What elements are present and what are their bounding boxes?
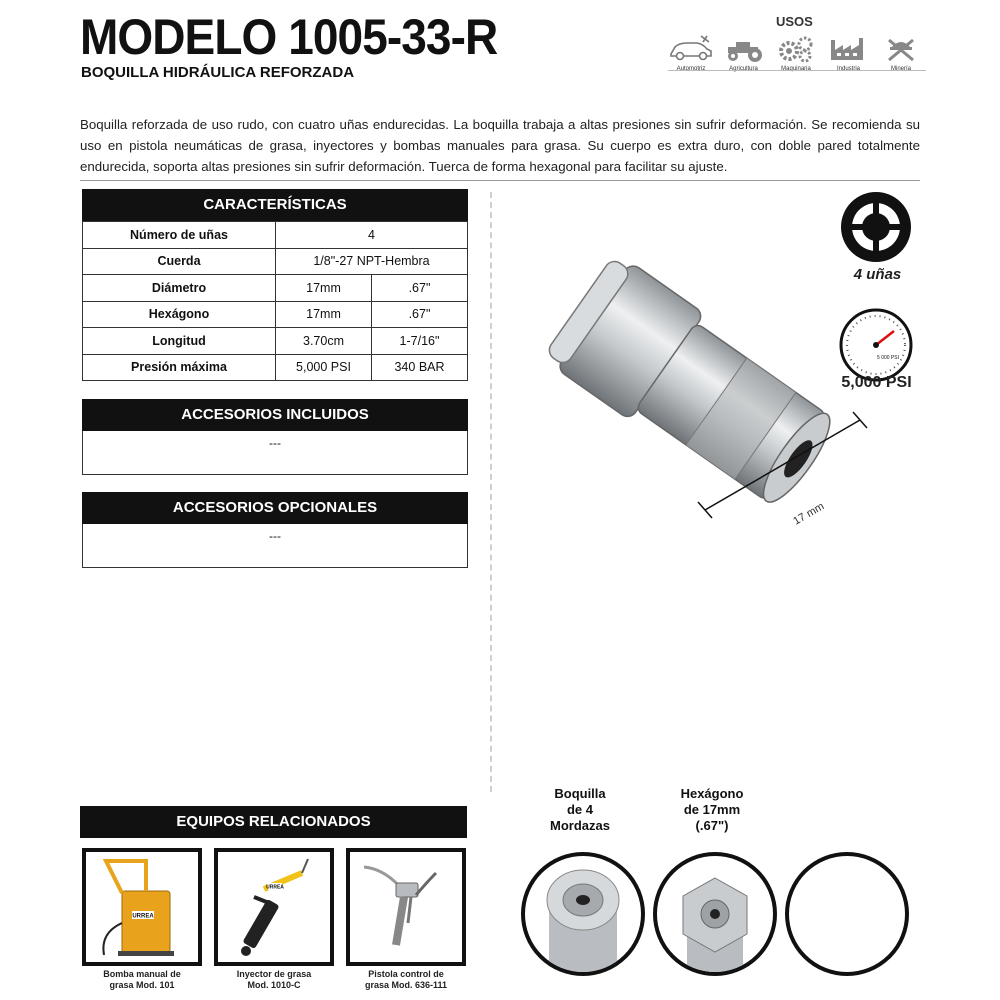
nozzle-claws-icon xyxy=(525,856,641,972)
accessories-included-value: --- xyxy=(82,431,468,475)
page-title: MODELO 1005-33-R xyxy=(80,9,498,65)
pressure-label: 5,000 PSI xyxy=(841,374,912,391)
related-item-gun xyxy=(346,848,466,991)
caption-line: Inyector de grasa xyxy=(236,969,312,979)
label-line: de 17mm xyxy=(683,802,741,817)
spec-value: 1/8"-27 NPT-Hembra xyxy=(276,248,468,275)
spec-label: Diámetro xyxy=(83,275,276,302)
table-row xyxy=(83,275,468,302)
factory-icon xyxy=(825,34,873,64)
spec-value-metric: 5,000 PSI xyxy=(276,354,372,381)
detail-circle-hex xyxy=(653,852,777,976)
use-label: Automotriz xyxy=(676,66,706,72)
table-row xyxy=(83,248,468,275)
related-equipment-title: EQUIPOS RELACIONADOS xyxy=(80,806,467,838)
product-description: Boquilla reforzada de uso rudo, con cuatro uñas endurecidas. La boquilla trabaja a altas presiones sin sufrir deformación. Se recomienda su uso en pistola neumáticas de grasa, inyectores y bombas manuales para grasa. Su cuerpo es extra duro, con doble pared totalmente endurecida, soporta altas presiones sin sufrir deformación. Tuerca de forma hexagonal para facilitar su ajuste. xyxy=(80,117,920,174)
label-line: de 4 xyxy=(566,802,593,817)
caption-line: grasa Mod. 101 xyxy=(109,980,175,990)
use-mineria xyxy=(876,34,926,72)
related-item-pump xyxy=(82,848,202,991)
table-row xyxy=(83,354,468,381)
table-row xyxy=(83,222,468,249)
detail-circle-empty xyxy=(785,852,909,976)
spec-value-metric: 3.70cm xyxy=(276,328,372,355)
spec-value-metric: 17mm xyxy=(276,301,372,328)
use-maquinaria xyxy=(771,34,821,72)
related-caption xyxy=(214,969,334,991)
claws-badge-icon xyxy=(839,190,913,264)
use-label: Minería xyxy=(890,66,911,72)
spec-label: Presión máxima xyxy=(83,354,276,381)
car-icon xyxy=(667,34,715,64)
column-divider xyxy=(490,192,492,792)
grease-gun-icon xyxy=(356,853,456,961)
spec-label: Cuerda xyxy=(83,248,276,275)
detail-circle-claws xyxy=(521,852,645,976)
spec-value-imperial: 340 BAR xyxy=(372,354,468,381)
use-agricultura xyxy=(719,34,769,72)
spec-label: Hexágono xyxy=(83,301,276,328)
characteristics-title: CARACTERÍSTICAS xyxy=(82,189,468,221)
gears-icon xyxy=(772,34,820,64)
uses-divider xyxy=(668,70,926,71)
detail-label-claws xyxy=(520,786,640,834)
caption-line: grasa Mod. 636-111 xyxy=(364,980,448,990)
uses-title: USOS xyxy=(776,14,813,29)
spec-value-metric: 17mm xyxy=(276,275,372,302)
spec-value-imperial: .67" xyxy=(372,301,468,328)
grease-pump-icon xyxy=(92,853,192,961)
pressure-gauge-icon xyxy=(838,307,914,383)
mining-icon xyxy=(877,34,925,64)
claws-label: 4 uñas xyxy=(853,266,902,283)
related-image-frame xyxy=(82,848,202,966)
spec-value: 4 xyxy=(276,222,468,249)
detail-label-hex xyxy=(652,786,772,834)
related-caption xyxy=(346,969,466,991)
spec-value-imperial: 1-7/16" xyxy=(372,328,468,355)
label-line: (.67") xyxy=(695,818,729,833)
related-image-frame xyxy=(346,848,466,966)
use-label: Maquinaria xyxy=(781,66,811,72)
uses-list xyxy=(666,34,926,72)
section-divider xyxy=(80,180,920,181)
spec-value-imperial: .67" xyxy=(372,275,468,302)
injector-brand: URREA xyxy=(266,884,284,891)
pump-brand: URREA xyxy=(132,913,154,920)
use-industria xyxy=(824,34,874,72)
related-image-frame xyxy=(214,848,334,966)
characteristics-table xyxy=(82,221,468,381)
accessories-optional-value: --- xyxy=(82,524,468,568)
caption-line: Mod. 1010-C xyxy=(247,980,301,990)
page-subtitle: BOQUILLA HIDRÁULICA REFORZADA xyxy=(81,64,355,81)
use-label: Industria xyxy=(836,66,860,72)
table-row xyxy=(83,328,468,355)
spec-label: Longitud xyxy=(83,328,276,355)
nozzle-hex-icon xyxy=(657,856,773,972)
caption-line: Bomba manual de xyxy=(103,969,181,979)
accessories-optional-title: ACCESORIOS OPCIONALES xyxy=(82,492,468,524)
label-line: Boquilla xyxy=(554,786,606,801)
related-item-injector xyxy=(214,848,334,991)
dimension-label: 17 mm xyxy=(791,500,827,528)
gauge-text: 5 000 PSI xyxy=(877,355,899,361)
label-line: Hexágono xyxy=(680,786,744,801)
use-label: Agricultura xyxy=(729,66,758,72)
product-image xyxy=(530,240,880,570)
tractor-icon xyxy=(720,34,768,64)
related-caption xyxy=(82,969,202,991)
label-line: Mordazas xyxy=(550,818,610,833)
table-row xyxy=(83,301,468,328)
accessories-included-title: ACCESORIOS INCLUIDOS xyxy=(82,399,468,431)
use-automotriz xyxy=(666,34,716,72)
grease-injector-icon xyxy=(224,853,324,961)
spec-label: Número de uñas xyxy=(83,222,276,249)
caption-line: Pistola control de xyxy=(368,969,444,979)
